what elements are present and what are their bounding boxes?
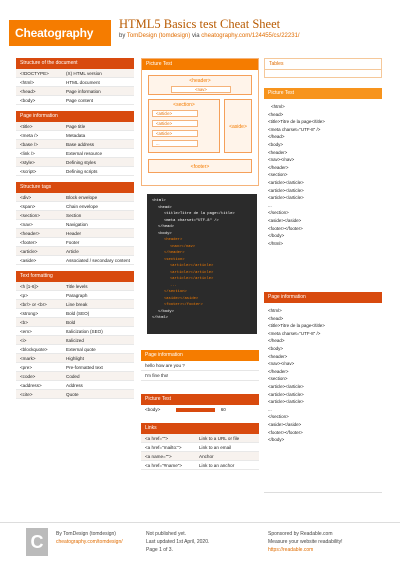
tag-cell: <p> bbox=[20, 293, 28, 298]
code-line: <article></article> bbox=[170, 277, 214, 281]
table-row bbox=[16, 300, 134, 309]
code-line: </section> bbox=[268, 210, 289, 216]
code-line: <title>Titre de la page</title> bbox=[268, 119, 325, 125]
article-box: <article> bbox=[152, 110, 198, 117]
table-row bbox=[141, 443, 259, 452]
code-line: <article></article> bbox=[170, 270, 214, 275]
article-box: <article> bbox=[152, 120, 198, 127]
picture2-section bbox=[141, 394, 259, 414]
code-line: <body> bbox=[268, 141, 284, 147]
code-line: ... bbox=[268, 202, 272, 208]
code-line: <article></article> bbox=[268, 391, 304, 397]
section-title: Page information bbox=[16, 111, 134, 122]
code-line: <article></article> bbox=[268, 399, 304, 405]
table-row bbox=[16, 122, 134, 131]
footer-sponsor bbox=[268, 530, 342, 554]
code-line: <footer></footer> bbox=[268, 429, 303, 435]
code-line: </header> bbox=[164, 251, 185, 255]
tag-cell: <base /> bbox=[20, 142, 38, 147]
pageinfo3-list bbox=[264, 303, 382, 493]
author-avatar[interactable]: C bbox=[26, 528, 48, 556]
code-line: <article></article> bbox=[268, 187, 304, 193]
code-line: </body> bbox=[268, 437, 285, 443]
footer-meta bbox=[146, 530, 209, 554]
tag-cell: <aside> bbox=[20, 258, 37, 263]
tag-cell: <h [1-6]> bbox=[20, 284, 39, 289]
table-row bbox=[16, 238, 134, 247]
description-cell: Title levels bbox=[66, 284, 88, 289]
tag-cell: <meta /> bbox=[20, 133, 39, 138]
table-row bbox=[16, 69, 134, 78]
article-box: ... bbox=[152, 140, 198, 147]
table-row bbox=[16, 345, 134, 354]
table-row bbox=[16, 131, 134, 140]
description-cell: Header bbox=[66, 231, 82, 236]
code-line: <nav></nav> bbox=[170, 244, 196, 249]
table-row bbox=[16, 229, 134, 238]
code-line: <html> bbox=[271, 104, 285, 109]
tag-cell: <nav> bbox=[20, 222, 33, 227]
nav-box: <nav> bbox=[171, 86, 231, 93]
description-cell: Defining styles bbox=[66, 160, 96, 165]
code-line: </head> bbox=[268, 338, 285, 344]
code-line: <title>Titre de la page</title> bbox=[268, 323, 325, 329]
code-line: <head> bbox=[268, 315, 284, 321]
code-line: <section> bbox=[164, 257, 185, 262]
description-cell: Associated / secondary content bbox=[66, 258, 130, 263]
tag-cell: <mark> bbox=[20, 356, 36, 361]
code-line: <aside></aside> bbox=[268, 421, 302, 427]
description-cell: Metadata bbox=[66, 133, 86, 138]
description-cell: Block envelope bbox=[66, 195, 98, 200]
tag-cell: <body> bbox=[20, 98, 36, 103]
code-line: <nav></nav> bbox=[268, 157, 295, 163]
section-title: Tables bbox=[265, 59, 381, 70]
section-title: Picture Test bbox=[264, 88, 382, 99]
code-line: <article></article> bbox=[268, 179, 304, 185]
tag-cell: <style> bbox=[20, 160, 35, 165]
description-cell: Bold (SEO) bbox=[66, 311, 90, 316]
tag-cell: <a name=""> bbox=[145, 454, 172, 459]
footer-by: By TomDesign (tomdesign) bbox=[56, 531, 116, 537]
table-row bbox=[16, 256, 134, 265]
tag-cell: <script> bbox=[20, 169, 37, 174]
code-block bbox=[147, 194, 257, 334]
description-cell: Navigation bbox=[66, 222, 88, 227]
table-row bbox=[16, 87, 134, 96]
table-row bbox=[16, 309, 134, 318]
code-line: <head> bbox=[268, 111, 284, 117]
code-line: <title>Titre de la page</title> bbox=[164, 212, 235, 216]
section-title: Picture Test bbox=[141, 394, 259, 405]
table-row bbox=[16, 336, 134, 345]
section-title: Page information bbox=[264, 292, 382, 303]
description-cell: Anchor bbox=[199, 454, 214, 459]
tag-cell: <code> bbox=[20, 374, 36, 379]
tag-cell: <br/> or <br> bbox=[20, 302, 47, 307]
article-box: <article> bbox=[152, 130, 198, 137]
description-cell: (X) HTML version bbox=[66, 71, 102, 76]
footer-sponsor-text: Measure your website readability! bbox=[268, 539, 343, 545]
code-line: </html> bbox=[152, 316, 168, 320]
code-line: <article></article> bbox=[268, 383, 304, 389]
description-cell: Pre-formatted text bbox=[66, 365, 103, 370]
tag-cell: <header> bbox=[20, 231, 40, 236]
tag-cell: <title> bbox=[20, 124, 33, 129]
table-row bbox=[141, 434, 259, 443]
code-line: <meta charset="UTF-8" /> bbox=[268, 330, 321, 336]
textformat-table bbox=[16, 282, 134, 399]
section-title: Page information bbox=[141, 350, 259, 361]
description-cell: Page information bbox=[66, 89, 101, 94]
column-1 bbox=[16, 58, 134, 405]
section-title: Links bbox=[141, 423, 259, 434]
description-cell: Address bbox=[66, 383, 83, 388]
tag-cell: <a href=""> bbox=[145, 436, 169, 441]
aside-box: <aside> bbox=[224, 99, 252, 153]
table-row bbox=[16, 372, 134, 381]
table-row bbox=[16, 291, 134, 300]
code-line: <header> bbox=[268, 149, 288, 155]
code-line: <html> bbox=[268, 308, 282, 313]
code-line: </html> bbox=[268, 240, 284, 246]
code-line: <header> bbox=[164, 238, 183, 242]
table-row bbox=[16, 211, 134, 220]
tag-cell: <span> bbox=[20, 204, 36, 209]
description-cell: Coded bbox=[66, 374, 80, 379]
structtags-section bbox=[16, 182, 134, 265]
tag-cell: <head> bbox=[20, 89, 36, 94]
table-row bbox=[141, 452, 259, 461]
description-cell: Italicized bbox=[66, 338, 84, 343]
table-row bbox=[16, 78, 134, 87]
section-box bbox=[148, 99, 220, 153]
description-cell: Link to an anchor bbox=[199, 463, 235, 468]
author-link[interactable]: TomDesign (tomdesign) bbox=[126, 33, 191, 39]
code-line: </head> bbox=[268, 134, 285, 140]
section-title: Structure tags bbox=[16, 182, 134, 193]
code-line: </section> bbox=[268, 414, 289, 420]
byline bbox=[119, 33, 300, 39]
textformat-section bbox=[16, 271, 134, 399]
code-line: </header> bbox=[268, 164, 289, 170]
tag-cell: <i> bbox=[20, 338, 27, 343]
table-row bbox=[16, 247, 134, 256]
description-cell: Page content bbox=[66, 98, 94, 103]
tag-cell: <a href="mailto:"> bbox=[145, 445, 182, 450]
code-line: ... bbox=[268, 406, 272, 412]
tag-cell: <html> bbox=[20, 80, 35, 85]
tag-cell: <article> bbox=[20, 249, 38, 254]
code-line: <header> bbox=[268, 353, 288, 359]
pageinfo-table bbox=[16, 122, 134, 176]
tag-cell: <b> bbox=[20, 320, 28, 325]
info-line: hello how are you ? bbox=[141, 361, 259, 371]
meter-label: <body> bbox=[145, 407, 161, 412]
page-title: HTML5 Basics test Cheat Sheet bbox=[119, 17, 281, 31]
sheet-url-link[interactable]: cheatography.com/124455/cs/22231/ bbox=[201, 33, 300, 39]
footer-page: Page 1 of 3. bbox=[146, 547, 173, 553]
description-cell: Quote bbox=[66, 392, 79, 397]
table-row bbox=[141, 461, 259, 470]
pageinfo2-section bbox=[141, 350, 259, 381]
header-label: <header> bbox=[189, 78, 211, 84]
table-row bbox=[16, 282, 134, 291]
code-line: ... bbox=[170, 283, 177, 288]
description-cell: Section bbox=[66, 213, 82, 218]
code-line: <head> bbox=[158, 205, 172, 210]
code-line: <meta charset="UTF-8" /> bbox=[268, 126, 321, 132]
description-cell: Paragraph bbox=[66, 293, 88, 298]
tag-cell: <pre> bbox=[20, 365, 33, 370]
meter-bar bbox=[176, 408, 214, 412]
section-label: <section> bbox=[173, 102, 195, 108]
description-cell: Defining scripts bbox=[66, 169, 98, 174]
picture3-list bbox=[264, 99, 382, 297]
table-row bbox=[16, 327, 134, 336]
tag-cell: <strong> bbox=[20, 311, 39, 316]
pageinfo-section bbox=[16, 111, 134, 176]
tag-cell: <cite> bbox=[20, 392, 33, 397]
section-title: Text formatting bbox=[16, 271, 134, 282]
code-line: <footer></footer> bbox=[164, 303, 203, 307]
footer-profile-link[interactable]: cheatography.com/tomdesign/ bbox=[56, 539, 123, 545]
structure-section bbox=[16, 58, 134, 105]
code-line: <footer></footer> bbox=[268, 225, 303, 231]
picture3-section bbox=[264, 88, 382, 297]
description-cell: Link to an email bbox=[199, 445, 232, 450]
info-line: I'm fine thx! bbox=[141, 371, 259, 381]
footer-author bbox=[56, 530, 123, 546]
code-line: </section> bbox=[164, 290, 187, 294]
code-line: <article></article> bbox=[268, 195, 304, 201]
cheatography-logo[interactable]: Cheatography bbox=[9, 20, 111, 46]
code-line: <body> bbox=[268, 345, 284, 351]
tag-cell: <div> bbox=[20, 195, 32, 200]
description-cell: Base address bbox=[66, 142, 95, 147]
section-title: Picture Test bbox=[142, 59, 258, 70]
tag-cell: <!DOCTYPE> bbox=[20, 71, 49, 76]
description-cell: Line break bbox=[66, 302, 88, 307]
tag-cell: <blockquote> bbox=[20, 347, 48, 352]
header-box bbox=[148, 75, 252, 95]
picture-test-diagram bbox=[141, 58, 259, 186]
description-cell: Highlight bbox=[66, 356, 84, 361]
description-cell: Article bbox=[66, 249, 79, 254]
meter-value: 60 bbox=[220, 407, 226, 412]
code-line: </head> bbox=[158, 225, 174, 229]
by-prefix: by bbox=[119, 33, 126, 39]
tag-cell: <em> bbox=[20, 329, 32, 334]
code-line: <aside></aside> bbox=[268, 217, 302, 223]
links-section bbox=[141, 423, 259, 470]
table-row bbox=[16, 140, 134, 149]
tables-section bbox=[264, 58, 382, 78]
table-row bbox=[16, 193, 134, 202]
table-row bbox=[16, 318, 134, 327]
code-line: </header> bbox=[268, 368, 289, 374]
code-line: <section> bbox=[268, 376, 288, 382]
footer-box: <footer> bbox=[148, 159, 252, 173]
tag-cell: <footer> bbox=[20, 240, 38, 245]
body-meter bbox=[141, 405, 259, 414]
table-row bbox=[16, 363, 134, 372]
description-cell: Bold bbox=[66, 320, 76, 325]
table-row bbox=[16, 158, 134, 167]
table-row bbox=[16, 381, 134, 390]
links-table bbox=[141, 434, 259, 470]
code-line: <section> bbox=[268, 172, 288, 178]
description-cell: Footer bbox=[66, 240, 80, 245]
table-row bbox=[16, 354, 134, 363]
description-cell: Chain envelope bbox=[66, 204, 98, 209]
description-cell: External quote bbox=[66, 347, 96, 352]
code-line: <body> bbox=[158, 231, 172, 236]
table-row bbox=[16, 220, 134, 229]
tag-cell: <link /> bbox=[20, 151, 35, 156]
code-line: </body> bbox=[268, 233, 285, 239]
footer-sponsor-link[interactable]: https://readable.com bbox=[268, 547, 314, 553]
table-row bbox=[16, 167, 134, 176]
description-cell: Italicization (SEO) bbox=[66, 329, 103, 334]
code-line: <article></article> bbox=[170, 264, 214, 268]
description-cell: Link to a URL or file bbox=[199, 436, 240, 441]
table-row bbox=[16, 149, 134, 158]
table-row bbox=[16, 202, 134, 211]
structtags-table bbox=[16, 193, 134, 265]
tag-cell: <address> bbox=[20, 383, 42, 388]
footer-published: Not published yet. bbox=[146, 531, 187, 537]
code-line: <meta charset="UTF-8" /> bbox=[164, 218, 219, 223]
table-row bbox=[16, 96, 134, 105]
pageinfo3-section bbox=[264, 292, 382, 493]
tag-cell: <section> bbox=[20, 213, 40, 218]
description-cell: HTML document bbox=[66, 80, 100, 85]
description-cell: Page title bbox=[66, 124, 86, 129]
footer-sponsor-name: Sponsored by Readable.com bbox=[268, 531, 333, 537]
via-text: via bbox=[191, 33, 200, 39]
table-row bbox=[16, 390, 134, 399]
tag-cell: <a href="#name"> bbox=[145, 463, 183, 468]
section-title: Structure of the document bbox=[16, 58, 134, 69]
description-cell: External resource bbox=[66, 151, 103, 156]
code-line: <nav></nav> bbox=[268, 361, 295, 367]
code-line: </body> bbox=[158, 309, 174, 314]
footer-updated: Last updated 1st April, 2020. bbox=[146, 539, 210, 545]
code-line: <html> bbox=[152, 199, 166, 203]
structure-table bbox=[16, 69, 134, 105]
code-line: <aside></aside> bbox=[164, 296, 199, 301]
